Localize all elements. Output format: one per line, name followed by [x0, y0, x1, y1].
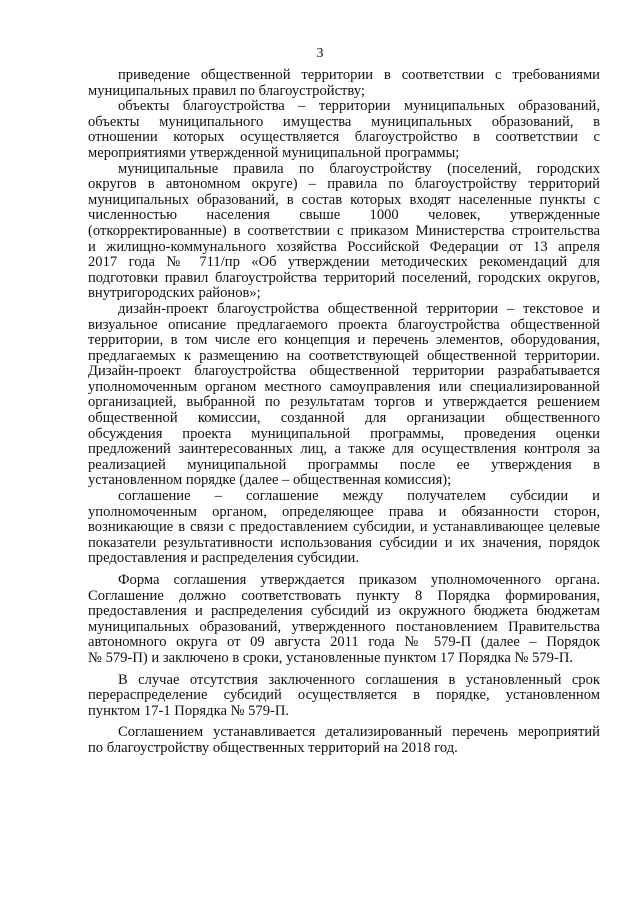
- paragraph-agreement: [88, 489, 600, 567]
- text-line: объекты муниципального имущества муниципальных образований, в: [88, 113, 600, 130]
- text-line: организацией, выбранной по результатам торгов и утверждается решением: [88, 394, 600, 411]
- text-line: муниципальных образований, утвержденного постановлением Правительства: [88, 618, 600, 635]
- text-line: № 579-П) и заключено в сроки, установленные пунктом 17 Порядка № 579-П.: [88, 649, 574, 666]
- text-line: мероприятиями утвержденной муниципальной программы;: [88, 144, 460, 161]
- text-line: дизайн-проект благоустройства общественной территории – текстовое и: [118, 300, 600, 317]
- text-line: реализацией муниципальной программы после ее утверждения в: [88, 456, 600, 473]
- text-line: территории, в том числе его концепция и перечень элементов, оборудования,: [88, 332, 600, 349]
- text-line: муниципальных правил по благоустройству;: [88, 82, 365, 99]
- text-line: по благоустройству общественных территорий на 2018 год.: [88, 739, 458, 756]
- text-line: округов в автономном округе) – правила по благоустройству территорий: [88, 176, 600, 193]
- text-line: Дизайн-проект благоустройства общественной территории разрабатывается: [88, 363, 600, 380]
- text-line: муниципальные правила по благоустройству (поселений, городских: [118, 160, 600, 177]
- text-line: (откорректированные) в соответствии с приказом Министерства строительства: [88, 222, 600, 239]
- paragraph-list: [88, 725, 600, 756]
- text-line: предложений заинтересованных лиц, а также для осуществления контроля за: [88, 441, 600, 458]
- text-line: приведение общественной территории в соответствии с требованиями: [118, 67, 600, 83]
- text-line: установленном порядке (далее – общественная комиссия);: [88, 472, 452, 489]
- paragraph-absence: [88, 673, 600, 720]
- text-line: общественной комиссии, созданной для организации общественного: [88, 410, 600, 427]
- text-line: Соглашением устанавливается детализированный перечень мероприятий: [118, 724, 600, 741]
- text-line: муниципальных образований, в состав которых входят населенные пункты с: [88, 191, 600, 208]
- text-line: подготовки правил благоустройства территорий поселений, городских округов,: [88, 269, 600, 286]
- paragraph-design: [88, 302, 600, 489]
- page-number: 3: [316, 46, 324, 61]
- text-line: возникающие в связи с предоставлением субсидии, и устанавливающее целевые: [88, 519, 600, 536]
- text-line: соглашение – соглашение между получателем субсидии и: [118, 488, 600, 505]
- text-line: обсуждения проекта муниципальной программы, проведения оценки: [88, 425, 600, 442]
- text-line: внутригородских районов»;: [88, 285, 261, 302]
- paragraph-improvement: [88, 68, 600, 99]
- text-line: отношении которых осуществляется благоустройство в соответствии с: [88, 129, 600, 146]
- text-line: уполномоченным органом, определяющее права и обязанности сторон,: [88, 503, 600, 520]
- text-line: численностью населения свыше 1000 человек, утвержденные: [88, 207, 600, 224]
- text-line: показатели результативности использования субсидии и их значения, порядок: [88, 534, 600, 551]
- text-line: автономного округа от 09 августа 2011 года № 579-П (далее – Порядок: [88, 634, 600, 651]
- text-line: предлагаемых к размещению на соответствующей общественной территории.: [88, 347, 600, 364]
- text-line: визуальное описание предлагаемого проекта благоустройства общественной: [88, 316, 600, 333]
- text-line: предоставления и распределения субсидий из окружного бюджета бюджетам: [88, 603, 600, 620]
- paragraph-rules: [88, 162, 600, 302]
- text-line: Соглашение должно соответствовать пункту 8 Порядка формирования,: [88, 587, 600, 604]
- paragraph-form: [88, 573, 600, 667]
- text-line: В случае отсутствия заключенного соглашения в установленный срок: [118, 671, 600, 688]
- text-line: перераспределение субсидий осуществляется в порядке, установленном: [88, 687, 600, 704]
- text-line: и жилищно-коммунального хозяйства Российской Федерации от 13 апреля: [88, 238, 600, 255]
- text-line: объекты благоустройства – территории муниципальных образований,: [118, 98, 600, 115]
- document-body: [88, 68, 600, 757]
- text-line: пунктом 17-1 Порядка № 579-П.: [88, 702, 290, 719]
- text-line: 2017 года № 711/пр «Об утверждении методических рекомендаций для: [88, 254, 600, 271]
- text-line: Форма соглашения утверждается приказом уполномоченного органа.: [118, 572, 600, 588]
- text-line: уполномоченным органом местного самоуправления или специализированной: [88, 378, 600, 395]
- text-line: предоставления и распределения субсидии.: [88, 550, 359, 567]
- paragraph-objects: [88, 99, 600, 161]
